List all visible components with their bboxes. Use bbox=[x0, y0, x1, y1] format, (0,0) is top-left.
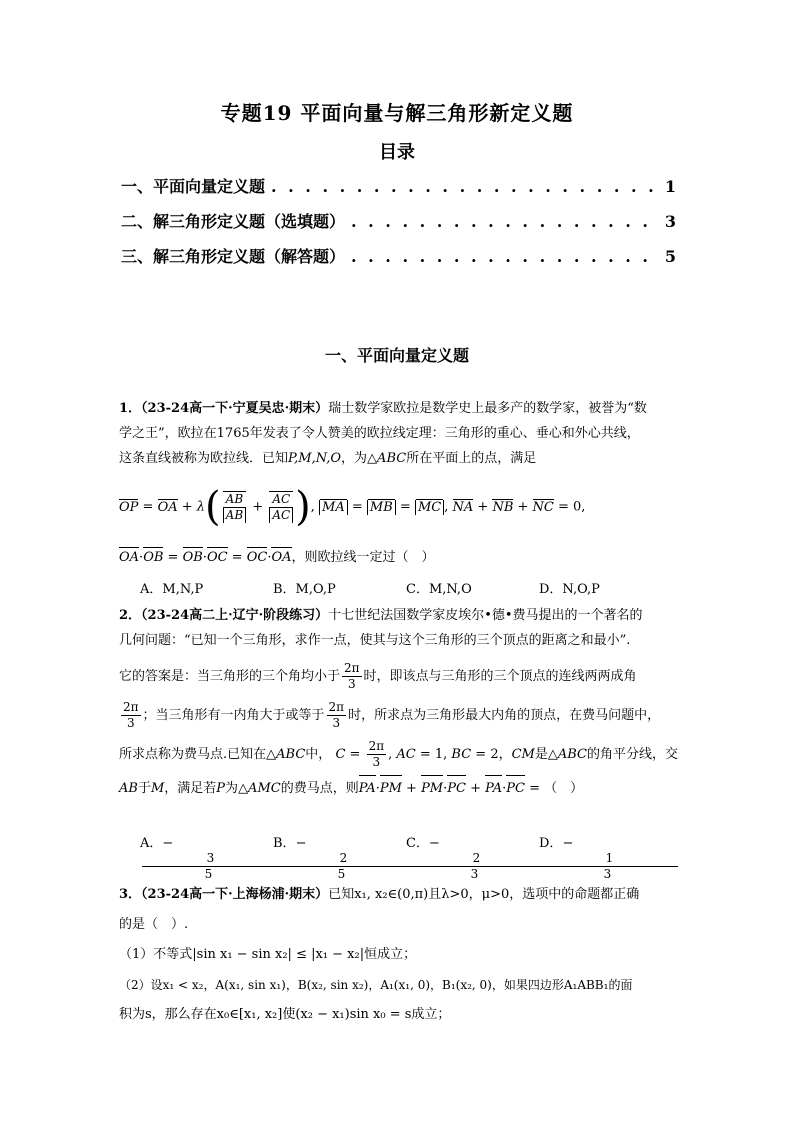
question-2: 2．（23-24高二上·辽宁·阶段练习）十七世纪法国数学家皮埃尔•德•费马提出的一个著名的 几何问题：“已知一个三角形，求作一点，使其与这个三角形的三个顶点的距离之和最小”. 它的答案是：当三角形的三个角均小于 $\frac{2\pi}{3}$ 时，即该点与三角形的三个顶点的连线两两成角 $\frac{2\pi}{3}$ ；当三角形有一内角大于或等于 $\frac{2\pi}{3}$ 时，所求点为三角形最大内角的顶点，在费马问题中， 所求点称为费马点.已知在△ABC中， C = $\frac{2\pi}{3}$ , AC = 1, BC = 2，CM是△ABC的角平分线，交 AB于M，满足若P为△AMC的费马点，则PA·PM + PM·PC + PA·PC = （ ） bbox=[119, 603, 679, 801]
section-heading: 一、平面向量定义题 bbox=[324, 346, 469, 365]
question-text: 学之王”，欧拉在1765年发表了令人赞美的欧拉线定理：三角形的重心、垂心和外心共线， bbox=[119, 426, 640, 441]
toc-item[interactable] bbox=[121, 244, 676, 279]
option-b[interactable]: B．M,O,P bbox=[273, 582, 336, 597]
question-text: 中， bbox=[305, 747, 332, 762]
option-a[interactable]: A．− $\frac{3}{5}$ bbox=[140, 832, 273, 882]
question-text: 的费马点，则 bbox=[280, 781, 359, 796]
question-text: 积为s，那么存在x₀∈[x₁, x₂]使(x₂ − x₁)sin x₀ = s成立； bbox=[119, 1007, 451, 1022]
q1-options bbox=[140, 578, 680, 597]
option-a[interactable]: A．M,N,P bbox=[140, 582, 204, 597]
question-text: ；当三角形有一内角大于或等于 bbox=[142, 708, 325, 723]
question-3 bbox=[119, 880, 679, 1030]
question-text: 它的答案是：当三角形的三个角均小于 bbox=[119, 669, 341, 684]
option-b[interactable]: B．− $\frac{2}{5}$ bbox=[273, 832, 406, 882]
toc-item[interactable] bbox=[121, 174, 676, 209]
question-text: ，为 bbox=[341, 451, 368, 466]
option-d[interactable]: D．N,O,P bbox=[539, 582, 600, 597]
question-source: （23-24高一下·上海杨浦·期末） bbox=[141, 887, 329, 902]
question-text: （ ） bbox=[544, 781, 584, 796]
question-text: 已知x₁, x₂∈(0,π)且λ>0，μ>0，选项中的命题都正确 bbox=[328, 887, 640, 902]
q2-options bbox=[140, 832, 680, 882]
question-source: （23-24高二上·辽宁·阶段练习） bbox=[141, 608, 329, 623]
question-text: 的是（ ）. bbox=[119, 917, 189, 932]
question-text: 这条直线被称为欧拉线．已知 bbox=[119, 451, 289, 466]
option-d[interactable]: D．− $\frac{1}{3}$ bbox=[539, 832, 672, 882]
question-text: 为 bbox=[225, 781, 239, 796]
option-c[interactable]: C．− $\frac{2}{3}$ bbox=[406, 832, 539, 882]
toc-item-label: 二、解三角形定义题（选填题） bbox=[121, 212, 346, 231]
vector-condition-formula-2: OA·OB = OB·OC = OC·OA，则欧拉线一定过（ ） bbox=[119, 548, 679, 568]
question-1 bbox=[119, 396, 679, 471]
toc-item-label: 三、解三角形定义题（解答题） bbox=[121, 247, 346, 266]
toc-item-page: 3 bbox=[664, 212, 676, 231]
toc-leader-dots bbox=[271, 177, 659, 196]
question-text: 瑞士数学家欧拉是数学史上最多产的数学家，被誉为“数 bbox=[328, 401, 647, 416]
table-of-contents bbox=[121, 174, 676, 279]
math-triangle: △ABC bbox=[367, 451, 407, 466]
toc-item-page: 5 bbox=[664, 247, 676, 266]
question-text: 时，即该点与三角形的三个顶点的连线两两成角 bbox=[363, 669, 637, 684]
question-text: 是 bbox=[534, 747, 548, 762]
document-title: 专题19 平面向量与解三角形新定义题 bbox=[220, 101, 574, 125]
question-source: （23-24高一下·宁夏吴忠·期末） bbox=[141, 401, 329, 416]
question-text: （2）设x₁ < x₂，A(x₁, sin x₁)，B(x₂, sin x₂)，A₁(x₁, 0)，B₁(x₂, 0)，如果四边形A₁ABB₁的面 bbox=[119, 978, 633, 992]
question-text: ，则欧拉线一定过（ ） bbox=[291, 550, 435, 565]
question-number: 1． bbox=[119, 401, 142, 416]
question-text: 所在平面上的点，满足 bbox=[406, 451, 537, 466]
question-text: 的角平分线，交 bbox=[587, 747, 679, 762]
option-c[interactable]: C．M,N,O bbox=[406, 582, 472, 597]
question-text: 几何问题：“已知一个三角形，求作一点，使其与这个三角形的三个顶点的距离之和最小”. bbox=[119, 633, 631, 648]
toc-leader-dots bbox=[351, 212, 659, 231]
toc-leader-dots bbox=[351, 247, 659, 266]
toc-item-label: 一、平面向量定义题 bbox=[121, 177, 266, 196]
question-text: 时，所求点为三角形最大内角的顶点，在费马问题中， bbox=[348, 708, 661, 723]
math-points: P,M,N,O bbox=[288, 451, 342, 466]
question-text: 十七世纪法国数学家皮埃尔•德•费马提出的一个著名的 bbox=[328, 608, 643, 623]
question-text: （1）不等式|sin x₁ − sin x₂| ≤ |x₁ − x₂|恒成立； bbox=[119, 947, 417, 962]
question-text: 所求点称为费马点.已知在 bbox=[119, 747, 267, 762]
toc-heading: 目录 bbox=[379, 142, 415, 163]
question-text: 于 bbox=[137, 781, 151, 796]
toc-item[interactable] bbox=[121, 209, 676, 244]
vector-condition-formula: OP = OA + λ( $\frac{AB}{AB}$ + $\frac{AC}{AC}$ ), MA = MB = MC , NA + NB + NC = 0, bbox=[119, 484, 586, 530]
toc-item-page: 1 bbox=[664, 177, 676, 196]
question-number: 2． bbox=[119, 608, 142, 623]
question-number: 3． bbox=[119, 887, 142, 902]
question-text: ，满足若 bbox=[164, 781, 217, 796]
